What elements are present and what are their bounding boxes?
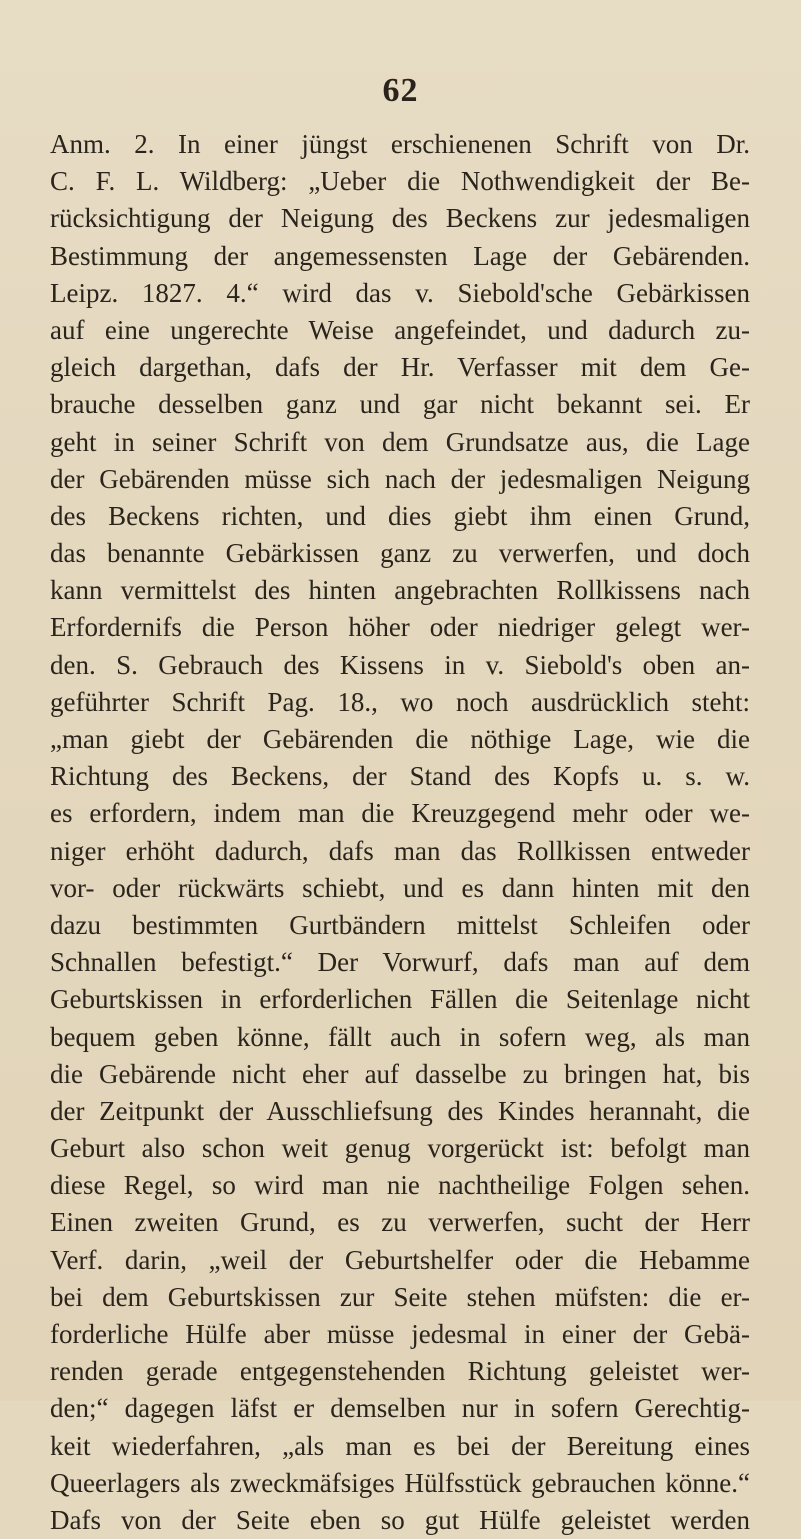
text-line: der Gebärenden müsse sich nach der jedesmaligen Neigung [50, 463, 750, 494]
text-line: Anm. 2. In einer jüngst erschienenen Schrift von Dr. [50, 129, 750, 159]
text-line: es erfordern, indem man die Kreuzgegend mehr oder we- [50, 798, 750, 829]
text-line: Erfordernifs die Person höher oder niedriger gelegt wer- [50, 612, 750, 643]
text-line: Richtung des Beckens, der Stand des Kopfs u. s. w. [50, 761, 750, 792]
text-line: keit wiederfahren, „als man es bei der Bereitung eines [50, 1430, 750, 1461]
note-text-block [50, 126, 750, 1539]
text-line: dazu bestimmten Gurtbändern mittelst Schleifen oder [50, 909, 750, 940]
text-line: diese Regel, so wird man nie nachtheilige Folgen sehen. [50, 1170, 750, 1201]
text-line: Geburt also schon weit genug vorgerückt ist: befolgt man [50, 1133, 750, 1164]
text-line: den. S. Gebrauch des Kissens in v. Siebold's oben an- [50, 649, 750, 680]
text-line: Schnallen befestigt.“ Der Vorwurf, dafs man auf dem [50, 947, 750, 978]
text-line: „man giebt der Gebärenden die nöthige Lage, wie die [50, 724, 750, 754]
text-line: rücksichtigung der Neigung des Beckens zur jedesmaligen [50, 203, 750, 234]
text-line: gleich dargethan, dafs der Hr. Verfasser mit dem Ge- [50, 352, 750, 383]
text-line: das benannte Gebärkissen ganz zu verwerfen, und doch [50, 538, 750, 569]
text-line: geführter Schrift Pag. 18., wo noch ausdrücklich steht: [50, 686, 750, 717]
text-line: auf eine ungerechte Weise angefeindet, und dadurch zu- [50, 314, 750, 345]
text-line: geht in seiner Schrift von dem Grundsatze aus, die Lage [50, 426, 750, 457]
text-line: Einen zweiten Grund, es zu verwerfen, sucht der Herr [50, 1207, 750, 1238]
text-line: niger erhöht dadurch, dafs man das Rollkissen entweder [50, 835, 750, 866]
text-line: Queerlagers als zweckmäfsiges Hülfsstück gebrauchen könne.“ [50, 1467, 750, 1498]
text-line: C. F. L. Wildberg: „Ueber die Nothwendigkeit der Be- [50, 166, 750, 197]
text-line: renden gerade entgegenstehenden Richtung geleistet wer- [50, 1356, 750, 1387]
text-line: der Zeitpunkt der Ausschliefsung des Kindes herannaht, die [50, 1095, 750, 1126]
text-line: des Beckens richten, und dies giebt ihm einen Grund, [50, 500, 750, 531]
text-line: brauche desselben ganz und gar nicht bekannt sei. Er [50, 389, 750, 420]
text-line: den;“ dagegen läfst er demselben nur in sofern Gerechtig- [50, 1393, 750, 1424]
text-line: Geburtskissen in erforderlichen Fällen die Seitenlage nicht [50, 984, 750, 1015]
text-line: Bestimmung der angemessensten Lage der Gebärenden. [50, 240, 750, 271]
text-line: Leipz. 1827. 4.“ wird das v. Siebold'sche Gebärkissen [50, 277, 750, 308]
text-line: kann vermittelst des hinten angebrachten Rollkissens nach [50, 575, 750, 606]
text-line: forderliche Hülfe aber müsse jedesmal in einer der Gebä- [50, 1319, 750, 1349]
text-line: Verf. darin, „weil der Geburtshelfer oder die Hebamme [50, 1244, 750, 1275]
text-line: bei dem Geburtskissen zur Seite stehen müfsten: die er- [50, 1281, 750, 1312]
page-number: 62 [382, 72, 419, 109]
text-line: bequem geben könne, fällt auch in sofern weg, als man [50, 1021, 750, 1052]
text-line: die Gebärende nicht eher auf dasselbe zu bringen hat, bis [50, 1058, 750, 1089]
text-line: Dafs von der Seite eben so gut Hülfe geleistet werden [50, 1504, 750, 1535]
text-line: vor- oder rückwärts schiebt, und es dann hinten mit den [50, 872, 750, 903]
